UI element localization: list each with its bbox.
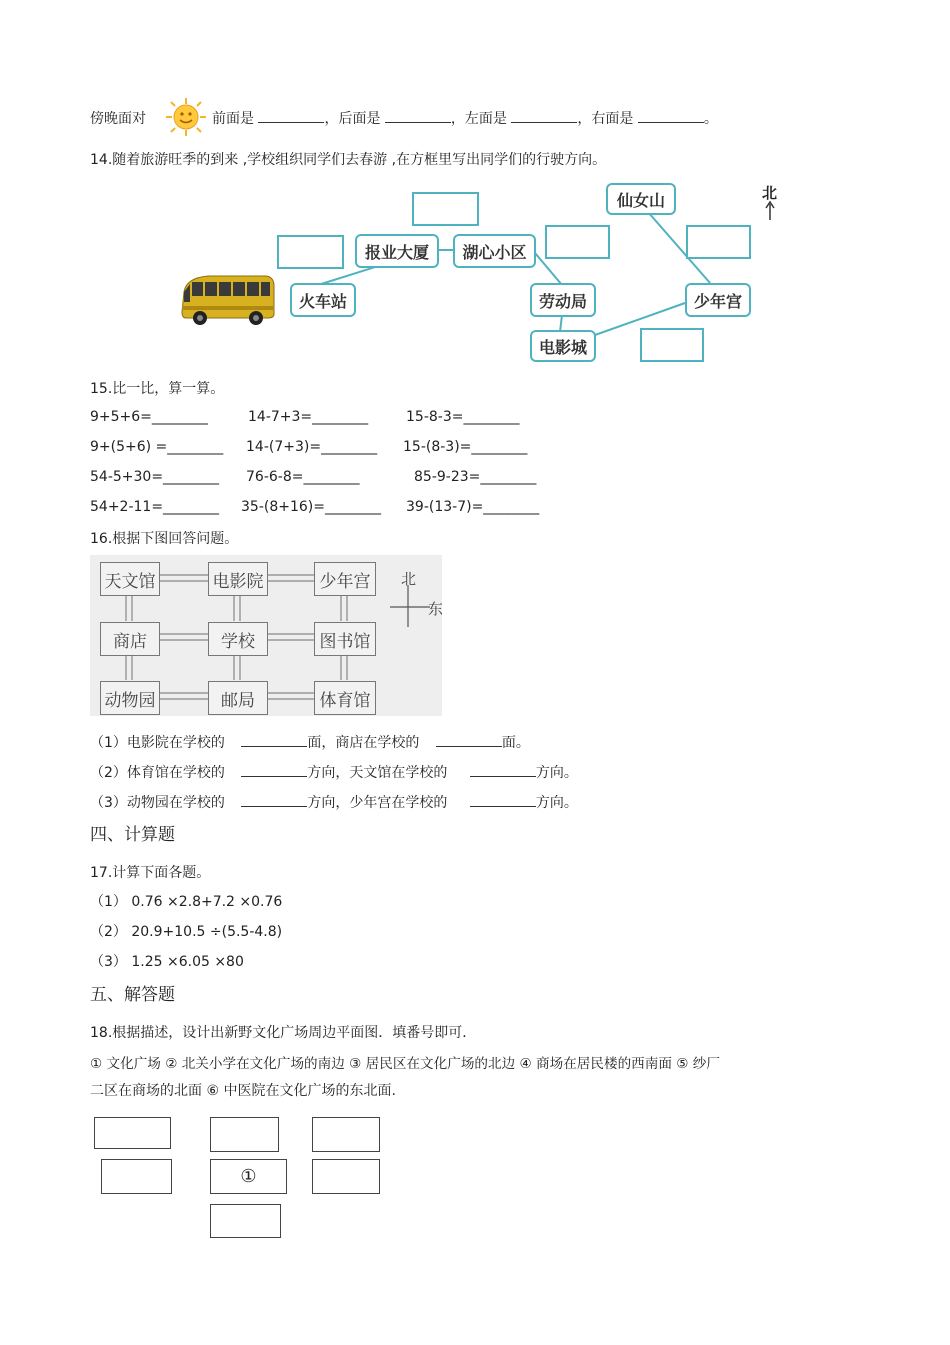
grid-shangdian: 商店: [100, 622, 160, 656]
north-arrow-icon: [762, 200, 778, 222]
plan-box-w[interactable]: [101, 1159, 172, 1194]
q16-sub3-b: 方向，少年宫在学校的: [307, 795, 448, 811]
label-left: ，左面是: [450, 111, 507, 127]
place-shaoniangong: 少年宫: [685, 283, 751, 317]
q15-r1c2[interactable]: 14-7+3=________: [248, 409, 369, 425]
q18-line2: 二区在商场的北面 ⑥ 中医院在文化广场的东北面.: [90, 1083, 396, 1099]
grid-shaoniangong: 少年宫: [314, 562, 376, 596]
q13-blanks-line: [212, 108, 718, 128]
answer-blank-q16-2a[interactable]: [241, 762, 307, 777]
plan-box-center: [210, 1159, 287, 1194]
answer-blank-q16-1a[interactable]: [241, 732, 307, 747]
place-xiannvshan: 仙女山: [606, 183, 676, 215]
grid-tiyuguan: 体育馆: [314, 681, 376, 715]
bus-icon: [178, 272, 278, 328]
q16-sub1-c: 面。: [501, 735, 530, 751]
q18-question: 18.根据描述，设计出新野文化广场周边平面图．填番号即可．: [90, 1025, 477, 1041]
direction-box-2[interactable]: [277, 235, 344, 269]
q17-item-2: （2） 20.9+10.5 ÷(5.5-4.8): [90, 924, 283, 940]
grid-dianyingyuan: 电影院: [208, 562, 268, 596]
q15-r1c1[interactable]: 9+5+6=________: [90, 409, 208, 425]
place-huxin: 湖心小区: [453, 234, 536, 268]
place-baoye: 报业大厦: [355, 234, 439, 268]
map-east-label: 东: [428, 600, 444, 618]
plan-box-s[interactable]: [210, 1204, 281, 1238]
label-right: ，右面是: [577, 111, 634, 127]
q16-sub1-b: 面，商店在学校的: [307, 735, 420, 751]
plan-box-n[interactable]: [210, 1117, 279, 1152]
q13-line: [90, 108, 146, 128]
grid-tianwenguan: 天文馆: [100, 562, 160, 596]
q15-question: 15.比一比，算一算。: [90, 381, 225, 397]
answer-blank-right[interactable]: [638, 108, 704, 123]
answer-blank-back[interactable]: [385, 108, 451, 123]
direction-box-1[interactable]: [412, 192, 479, 226]
q16-sub2: [90, 762, 578, 782]
q17-item-1: （1） 0.76 ×2.8+7.2 ×0.76: [90, 894, 283, 910]
section-5-heading: 五、解答题: [90, 985, 175, 1005]
q15-r2c2[interactable]: 14-(7+3)=________: [246, 439, 378, 455]
place-dianyingcheng: 电影城: [530, 330, 596, 362]
plan-box-ne[interactable]: [312, 1117, 380, 1152]
q17-item-3: （3） 1.25 ×6.05 ×80: [90, 954, 244, 970]
plan-center-label: ①: [240, 1166, 257, 1187]
q15-r3c1[interactable]: 54-5+30=________: [90, 469, 220, 485]
plan-box-e[interactable]: [312, 1159, 380, 1194]
label-front: 前面是: [212, 111, 254, 127]
q13-prefix: 傍晚面对: [90, 111, 146, 127]
grid-tushuguan: 图书馆: [314, 622, 376, 656]
q15-r2c1[interactable]: 9+(5+6) =________: [90, 439, 224, 455]
direction-box-4[interactable]: [686, 225, 751, 259]
q15-r3c3[interactable]: 85-9-23=________: [414, 469, 537, 485]
answer-blank-q16-3b[interactable]: [470, 792, 536, 807]
q15-r2c3[interactable]: 15-(8-3)=________: [403, 439, 528, 455]
answer-blank-left[interactable]: [511, 108, 577, 123]
section-4-heading: 四、计算题: [90, 825, 175, 845]
answer-blank-q16-3a[interactable]: [241, 792, 307, 807]
answer-blank-q16-2b[interactable]: [470, 762, 536, 777]
grid-youju: 邮局: [208, 681, 268, 715]
q16-sub3-a: （3）动物园在学校的: [90, 795, 225, 811]
q16-sub3: [90, 792, 578, 812]
direction-box-5[interactable]: [640, 328, 704, 362]
q15-r4c1[interactable]: 54+2-11=________: [90, 499, 220, 515]
q14-question: 14.随着旅游旺季的到来 ,学校组织同学们去春游 ,在方框里写出同学们的行驶方向。: [90, 152, 607, 168]
q18-line1: ① 文化广场 ② 北关小学在文化广场的南边 ③ 居民区在文化广场的北边 ④ 商场在居民楼的西南面 ⑤ 纱厂: [90, 1056, 720, 1072]
q15-r4c3[interactable]: 39-(13-7)=________: [406, 499, 540, 515]
q17-question: 17.计算下面各题。: [90, 865, 211, 881]
north-label: 北: [762, 184, 778, 202]
q15-r1c3[interactable]: 15-8-3=________: [406, 409, 520, 425]
q16-sub1-a: （1）电影院在学校的: [90, 735, 225, 751]
q16-sub1: [90, 732, 530, 752]
q16-sub2-c: 方向。: [535, 765, 578, 781]
direction-box-3[interactable]: [545, 225, 610, 259]
plan-box-nw[interactable]: [94, 1117, 171, 1149]
answer-blank-q16-1b[interactable]: [436, 732, 502, 747]
sun-icon: [162, 96, 210, 138]
q16-sub3-c: 方向。: [535, 795, 578, 811]
grid-xuexiao: 学校: [208, 622, 268, 656]
place-huochezhan: 火车站: [290, 283, 356, 317]
label-end: 。: [703, 111, 718, 127]
q16-question: 16.根据下图回答问题。: [90, 531, 239, 547]
q16-sub2-b: 方向，天文馆在学校的: [307, 765, 448, 781]
q15-r3c2[interactable]: 76-6-8=________: [246, 469, 360, 485]
q16-sub2-a: （2）体育馆在学校的: [90, 765, 225, 781]
label-back: ，后面是: [324, 111, 381, 127]
map-north-label: 北: [401, 570, 417, 588]
grid-dongwuyuan: 动物园: [100, 681, 160, 715]
place-laodongju: 劳动局: [530, 283, 596, 317]
answer-blank-front[interactable]: [258, 108, 324, 123]
q15-r4c2[interactable]: 35-(8+16)=________: [241, 499, 381, 515]
